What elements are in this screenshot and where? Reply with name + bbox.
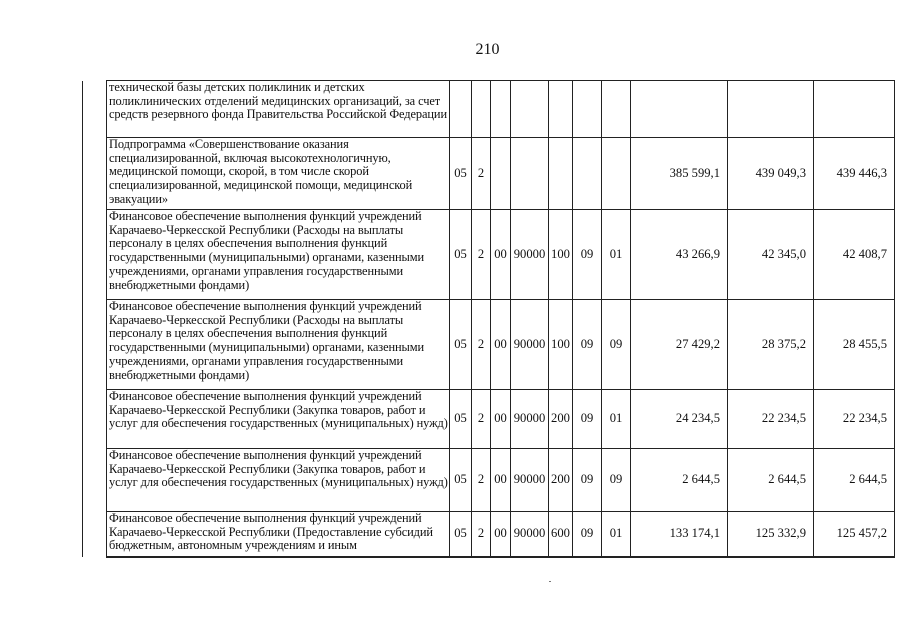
- code-cell: [549, 81, 573, 138]
- table-row: [83, 138, 895, 210]
- code-cell: [511, 138, 549, 210]
- amount-cell: 24 234,5: [631, 390, 728, 449]
- code-cell: [450, 81, 472, 138]
- amount-cell: 27 429,2: [631, 300, 728, 390]
- code-cell: [511, 81, 549, 138]
- amount-cell: [631, 81, 728, 138]
- left-margin-column: [83, 81, 107, 557]
- code-cell: [573, 138, 602, 210]
- code-cell: [549, 138, 573, 210]
- code-cell: 09: [573, 390, 602, 449]
- code-cell: 90000: [511, 210, 549, 300]
- amount-cell: 28 375,2: [728, 300, 814, 390]
- code-cell: 09: [573, 512, 602, 557]
- code-cell: 90000: [511, 300, 549, 390]
- amount-cell: 2 644,5: [814, 449, 895, 512]
- code-cell: 200: [549, 449, 573, 512]
- table-row: [83, 210, 895, 300]
- row-description: технической базы детских поликлиник и детских поликлинических отделений медицинских организаций, за счет средств резервного фонда Правительства Российской Федерации: [107, 81, 450, 138]
- amount-cell: 28 455,5: [814, 300, 895, 390]
- code-cell: 09: [573, 300, 602, 390]
- page-number: 210: [475, 41, 500, 58]
- code-cell: 05: [450, 512, 472, 557]
- amount-cell: 42 408,7: [814, 210, 895, 300]
- code-cell: 90000: [511, 390, 549, 449]
- code-cell: [491, 81, 511, 138]
- code-cell: 00: [491, 210, 511, 300]
- amount-cell: 22 234,5: [728, 390, 814, 449]
- row-description: Финансовое обеспечение выполнения функций учреждений Карачаево-Черкесской Республики (Расходы на выплаты персоналу в целях обеспечения выполнения функций государственными (муниципальными) органами, казенными учреждениями, органами управления государственными внебюджетными фондами): [107, 210, 450, 300]
- code-cell: 09: [602, 449, 631, 512]
- code-cell: 200: [549, 390, 573, 449]
- code-cell: 01: [602, 390, 631, 449]
- table-row: [83, 512, 895, 557]
- code-cell: 00: [491, 449, 511, 512]
- table-row: [83, 81, 895, 138]
- code-cell: 2: [472, 210, 491, 300]
- code-cell: [602, 81, 631, 138]
- amount-cell: 439 446,3: [814, 138, 895, 210]
- code-cell: 05: [450, 210, 472, 300]
- amount-cell: 2 644,5: [631, 449, 728, 512]
- row-description: Подпрограмма «Совершенствование оказания специализированной, включая высокотехнологичную, медицинской помощи, скорой, в том числе скорой специализированной, медицинской помощи, медицинской эвакуации»: [107, 138, 450, 210]
- code-cell: 00: [491, 390, 511, 449]
- code-cell: 05: [450, 138, 472, 210]
- code-cell: 2: [472, 138, 491, 210]
- code-cell: 100: [549, 210, 573, 300]
- code-cell: 09: [602, 300, 631, 390]
- code-cell: 2: [472, 512, 491, 557]
- code-cell: 2: [472, 300, 491, 390]
- code-cell: 01: [602, 210, 631, 300]
- amount-cell: 43 266,9: [631, 210, 728, 300]
- code-cell: [573, 81, 602, 138]
- code-cell: 00: [491, 300, 511, 390]
- code-cell: 00: [491, 512, 511, 557]
- scan-speck: [549, 581, 551, 582]
- amount-cell: 125 332,9: [728, 512, 814, 557]
- amount-cell: 2 644,5: [728, 449, 814, 512]
- amount-cell: [814, 81, 895, 138]
- code-cell: 90000: [511, 512, 549, 557]
- amount-cell: 22 234,5: [814, 390, 895, 449]
- amount-cell: 125 457,2: [814, 512, 895, 557]
- amount-cell: 42 345,0: [728, 210, 814, 300]
- code-cell: [472, 81, 491, 138]
- amount-cell: 385 599,1: [631, 138, 728, 210]
- code-cell: [602, 138, 631, 210]
- code-cell: 01: [602, 512, 631, 557]
- code-cell: 05: [450, 449, 472, 512]
- table-row: [83, 390, 895, 449]
- code-cell: 05: [450, 300, 472, 390]
- row-description: Финансовое обеспечение выполнения функций учреждений Карачаево-Черкесской Республики (Расходы на выплаты персоналу в целях обеспечения выполнения функций государственными (муниципальными) органами, казенными учреждениями, органами управления государственными внебюджетными фондами): [107, 300, 450, 390]
- code-cell: 100: [549, 300, 573, 390]
- code-cell: 05: [450, 390, 472, 449]
- code-cell: 2: [472, 449, 491, 512]
- table-row: [83, 300, 895, 390]
- code-cell: 600: [549, 512, 573, 557]
- code-cell: 09: [573, 449, 602, 512]
- row-description: Финансовое обеспечение выполнения функций учреждений Карачаево-Черкесской Республики (Предоставление субсидий бюджетным, автономным учреждениям и иным: [107, 512, 450, 557]
- row-description: Финансовое обеспечение выполнения функций учреждений Карачаево-Черкесской Республики (Закупка товаров, работ и услуг для обеспечения государственных (муниципальных) нужд): [107, 449, 450, 512]
- amount-cell: 133 174,1: [631, 512, 728, 557]
- amount-cell: [728, 81, 814, 138]
- table-row: [83, 449, 895, 512]
- amount-cell: 439 049,3: [728, 138, 814, 210]
- row-description: Финансовое обеспечение выполнения функций учреждений Карачаево-Черкесской Республики (Закупка товаров, работ и услуг для обеспечения государственных (муниципальных) нужд): [107, 390, 450, 449]
- code-cell: 09: [573, 210, 602, 300]
- code-cell: [491, 138, 511, 210]
- code-cell: 90000: [511, 449, 549, 512]
- budget-table: [82, 80, 895, 558]
- code-cell: 2: [472, 390, 491, 449]
